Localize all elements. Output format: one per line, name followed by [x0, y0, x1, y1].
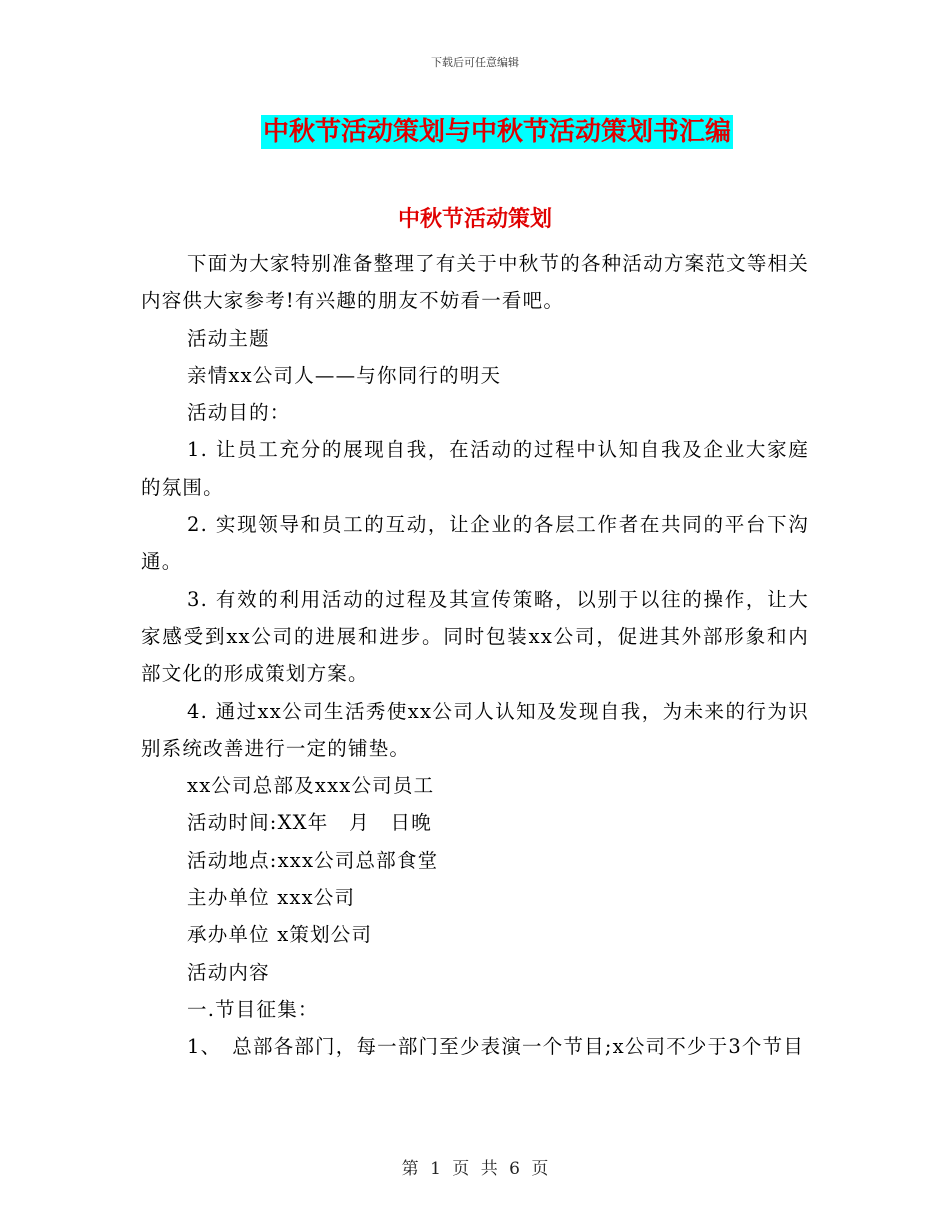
- paragraph-program-heading: 一.节目征集：: [187, 997, 319, 1021]
- paragraph-organizer: 主办单位 xxx公司: [187, 886, 356, 910]
- paragraph-purpose-heading: 活动目的：: [187, 401, 291, 425]
- paragraph-participants: xx公司总部及xxx公司员工: [187, 774, 435, 798]
- paragraph-time: 活动时间:XX年 月 日晚: [187, 811, 432, 835]
- paragraph-purpose-2: 2. 实现领导和员工的互动，让企业的各层工作者在共同的平台下沟通。: [141, 513, 809, 574]
- section-title: 中秋节活动策划: [397, 207, 552, 232]
- page-header-note: 下载后可任意编辑: [431, 56, 519, 69]
- paragraph-location: 活动地点:xxx公司总部食堂: [187, 848, 439, 872]
- paragraph-purpose-3: 3. 有效的利用活动的过程及其宣传策略，以别于以往的操作，让大家感受到xx公司的进展和进步。同时包装xx公司，促进其外部形象和内部文化的形成策划方案。: [141, 587, 809, 686]
- paragraph-content-heading: 活动内容: [187, 960, 270, 984]
- paragraph-theme: 亲情xx公司人——与你同行的明天: [187, 363, 502, 387]
- document-title-text: 中秋节活动策划与中秋节活动策划书汇编: [262, 117, 731, 147]
- paragraph-theme-heading: 活动主题: [187, 326, 270, 350]
- document-body: [141, 245, 809, 1066]
- paragraph-purpose-4: 4. 通过xx公司生活秀使xx公司人认知及发现自我，为未来的行为识别系统改善进行一定的铺垫。: [141, 699, 809, 760]
- document-title: [0, 111, 950, 148]
- page-number: 第 1 页 共 6 页: [401, 1159, 549, 1179]
- paragraph-purpose-1: 1. 让员工充分的展现自我，在活动的过程中认知自我及企业大家庭的氛围。: [141, 438, 809, 499]
- paragraph-contractor: 承办单位 x策划公司: [187, 923, 373, 947]
- paragraph-intro: 下面为大家特别准备整理了有关于中秋节的各种活动方案范文等相关内容供大家参考!有兴趣的朋友不妨看一看吧。: [141, 252, 809, 313]
- paragraph-program-1: 1、 总部各部门，每一部门至少表演一个节目;x公司不少于3个节目: [187, 1035, 805, 1059]
